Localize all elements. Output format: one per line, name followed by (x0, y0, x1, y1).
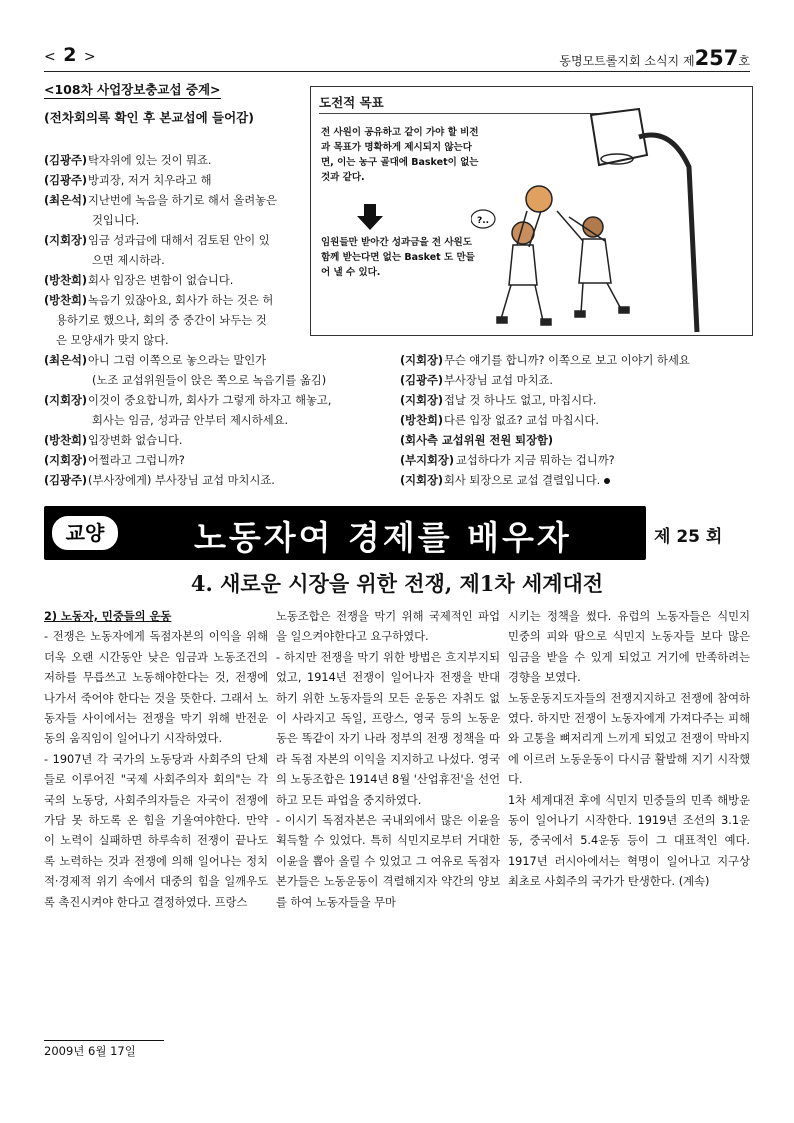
line-text: (노조 교섭위원들이 앉은 쪽으로 녹음기를 옮김) (92, 374, 327, 387)
transcript-line (400, 371, 750, 391)
line-text: 방괴장, 저거 치우라고 해 (88, 174, 212, 187)
page-bracket-right: > (83, 49, 96, 65)
transcript-line (44, 431, 384, 451)
transcript-line (400, 431, 750, 451)
speaker: (김광주) (44, 154, 88, 167)
newsletter-name: 동명모트롤지회 소식지 제 (559, 54, 695, 68)
line-text: 회사 퇴장으로 교섭 결렬입니다. (444, 474, 601, 487)
player-defending-icon (557, 211, 629, 317)
section-banner (44, 506, 646, 560)
transcript-line (400, 411, 750, 431)
line-text: 아니 그럼 이쪽으로 놓으라는 말인가 (88, 354, 267, 367)
issue-suffix: 호 (738, 54, 750, 68)
down-arrow-icon (357, 204, 383, 230)
transcript-line (400, 351, 750, 371)
transcript-line (44, 191, 306, 211)
end-bullet-icon (604, 478, 610, 484)
speaker: (방찬희) (44, 294, 88, 307)
paragraph: - 하지만 전쟁을 막기 위한 방법은 흐지부지되었고, 1914년 전쟁이 일어나자 전쟁을 반대하기 위한 노동자들의 모든 운동은 자취도 없이 사라지고 독일, 프랑스, 영국 등의 노동운동은 똑같이 자기 나라 정부의 전쟁 정책을 따라 독점 자본의 이익을 지지하고 나섰다. 영국의 노동조합은 1914년 8월 '산업휴전'을 선언하고 모든 파업을 중지하였다. (276, 650, 500, 807)
transcript-line-cont (44, 251, 306, 271)
transcript-line-cont (44, 211, 306, 231)
line-text: 부사장님 교섭 마치죠. (444, 374, 553, 387)
speaker: (지회장) (44, 234, 88, 247)
paragraph: 시키는 정책을 썼다. 유럽의 노동자들은 식민지 민중의 피와 땀으로 식민지 노동자들 보다 많은 임금을 받을 수 있게 되었고 거기에 만족하려는 경향을 보였다. (508, 610, 750, 685)
line-text: 어쩔라고 그럽니까? (88, 454, 185, 467)
transcript-line (400, 451, 750, 471)
episode-number: 제 25 회 (654, 527, 723, 547)
transcript-line (400, 391, 750, 411)
basketball-hoop-icon (591, 109, 697, 332)
speaker: (부지회장) (400, 454, 454, 467)
line-text: 교섭하다가 지금 뭐하는 겁니까? (456, 454, 615, 467)
transcript-line-cont (44, 331, 306, 351)
issue-number: 257 (694, 46, 739, 70)
transcript-top (44, 151, 306, 351)
line-text: 회사 입장은 변함이 없습니다. (88, 274, 234, 287)
line-text: 탁자위에 있는 것이 뭐죠. (88, 154, 212, 167)
speaker: (지회장) (400, 394, 444, 407)
paragraph: - 1907년 각 국가의 노동당과 사회주의 단체들로 이루어진 "국제 사회주의자 회의"는 각국의 노동당, 사회주의자들은 자국이 전쟁에 가담 못 하도록 온 힘을 기울여야한다. 만약 이 노력이 실패하면 하루속히 전쟁이 끝나도록 노력하는 것과 전쟁에 의해 일어나는 정치적·경제적 위기 속에서 대중의 힘을 일깨우도록 촉진시켜야 한다고 결정하였다. 프랑스 (44, 752, 268, 909)
line-text: 접날 것 하나도 없고, 마칩시다. (444, 394, 597, 407)
banner-title: 노동자여 경제를 배우자 (194, 518, 572, 557)
speaker: (김광주) (44, 174, 88, 187)
line-text: 입장변화 없습니다. (88, 434, 183, 447)
line-text: 녹음기 있잖아요, 회사가 하는 것은 허 (88, 294, 274, 307)
speaker: (지회장) (44, 454, 88, 467)
speaker: (방찬희) (400, 414, 444, 427)
speaker: (지회장) (44, 394, 88, 407)
line-text: 것입니다. (92, 214, 140, 227)
article-subtitle: 4. 새로운 시장을 위한 전쟁, 제1차 세계대전 (190, 571, 604, 596)
cartoon-caption-1: 전 사원이 공유하고 같이 가야 할 비전과 목표가 명확하게 제시되지 않는다면, 이는 농구 골대에 Basket이 없는 것과 같다. (321, 127, 479, 183)
page-bracket-left: < (44, 49, 56, 65)
line-text: 임금 성과급에 대해서 검토된 안이 있 (88, 234, 270, 247)
line-text: 으면 제시하라. (92, 254, 165, 267)
transcript-line (44, 471, 384, 491)
footer-date: 2009년 6월 17일 (44, 1040, 164, 1059)
article-column-3 (508, 607, 750, 893)
cartoon-caption-2: 임원들만 받아간 성과금을 전 사원도 함께 받는다면 없는 Basket 도 만들어 낼 수 있다. (321, 237, 475, 278)
question-bubble-icon (471, 210, 495, 228)
newsletter-title (559, 46, 750, 70)
speaker: (최은석) (44, 194, 88, 207)
article-column-1 (44, 607, 268, 913)
transcript-left (44, 351, 384, 491)
page-number: 2 (63, 44, 77, 66)
basketball-cartoon-illustration (471, 107, 751, 335)
cartoon-box (310, 86, 753, 336)
cartoon-title: 도전적 목표 (319, 95, 384, 110)
line-text: 다른 입장 없죠? 교섭 마칩시다. (444, 414, 599, 427)
speaker: (김광주) (400, 374, 444, 387)
line-text: 회사는 임금, 성과금 안부터 제시하세요. (92, 414, 289, 427)
transcript-line (44, 271, 306, 291)
paragraph: 1차 세계대전 후에 식민지 민중들의 민족 해방운동이 일어나기 시작한다. 1919년 조선의 3.1운동, 중국에서 5.4운동 등이 그 대표적인 예다. 1917년 러시아에서는 혁명이 일어나고 지구상 최초로 사회주의 국가가 탄생한다. (계속) (508, 793, 750, 889)
transcript-line (44, 351, 384, 371)
category-badge: 교양 (50, 514, 120, 552)
basketball-icon (526, 186, 552, 212)
section-heading: 2) 노동자, 민중들의 운동 (44, 610, 172, 623)
transcript-line (44, 171, 306, 191)
line-text: 용하기로 했으나, 회의 중 중간이 놔두는 것 (56, 314, 267, 327)
transcript-line (44, 451, 384, 471)
transcript-line (400, 471, 750, 491)
transcript-subtitle: (전차회의록 확인 후 본교섭에 들어감) (44, 110, 254, 125)
paragraph: - 이시기 독점자본은 국내외에서 많은 이윤을 획득할 수 있었다. 특히 식민지로부터 거대한 이윤을 뽑아 올릴 수 있었고 그 여유로 독점자본가들은 노동운동이 격렬해지자 약간의 양보를 하여 노동자들을 무마 (276, 814, 500, 909)
speaker: (방찬희) (44, 274, 88, 287)
transcript-title: <108차 사업장보충교섭 중계> (44, 82, 221, 97)
transcript-line (44, 151, 306, 171)
transcript-line (44, 371, 384, 391)
speaker: (김광주) (44, 474, 88, 487)
transcript-right (400, 351, 750, 491)
transcript-line (44, 391, 384, 411)
speaker: (방찬희) (44, 434, 88, 447)
line-text: 무슨 얘기를 합니까? 이쪽으로 보고 이야기 하세요 (444, 354, 690, 367)
line-text: 은 모양새가 맞지 않다. (56, 334, 169, 347)
paragraph: 노동운동지도자들의 전쟁지지하고 전쟁에 참여하였다. 하지만 전쟁이 노동자에게 가져다주는 피해와 고통을 뼈저리게 느끼게 되었고 전쟁이 막바지에 이르러 노동운동이 다시금 활발해 지기 시작했다. (508, 691, 750, 787)
speaker: (지회장) (400, 354, 444, 367)
line-text: 지난번에 녹음을 하기로 해서 올려놓은 (88, 194, 277, 207)
transcript-line (44, 411, 384, 431)
page-header (44, 42, 750, 72)
line-text: (부사장에게) 부사장님 교섭 마치시죠. (88, 474, 275, 487)
paragraph: 노동조합은 전쟁을 막기 위해 국제적인 파업을 일으켜야한다고 요구하였다. (276, 610, 500, 644)
bubble-text: ?.. (476, 216, 490, 226)
transcript-line-cont (44, 311, 306, 331)
paragraph: - 전쟁은 노동자에게 독점자본의 이익을 위해 더욱 오랜 시간동안 낮은 임금과 노동조건의 저하를 무릅쓰고 노동해야한다는 것, 전쟁에 나가서 죽어야 한다는 것을 뜻한다. 그래서 노동자들 사이에서는 전쟁을 막기 위해 반전운동의 움직임이 일어나기 시작하였다. (44, 630, 268, 746)
line-text: 이것이 중요합니까, 회사가 그렇게 하자고 해놓고, (88, 394, 332, 407)
player-jumping-icon (497, 211, 551, 325)
page-number-block (44, 44, 96, 66)
speaker: (최은석) (44, 354, 88, 367)
line-text: (회사측 교섭위원 전원 퇴장함) (400, 434, 554, 447)
article-column-2 (276, 607, 500, 913)
transcript-line (44, 231, 306, 251)
transcript-line (44, 291, 306, 311)
speaker: (지회장) (400, 474, 444, 487)
